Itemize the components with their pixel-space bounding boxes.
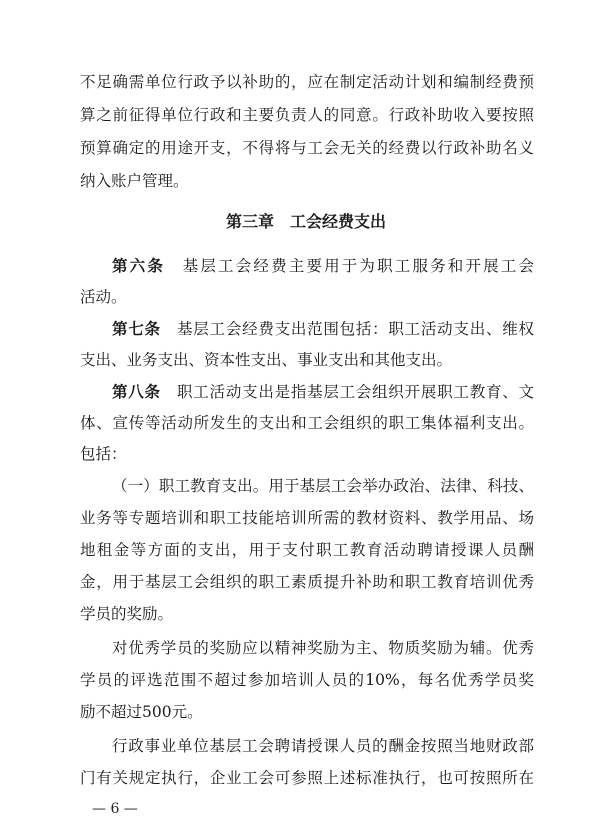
paragraph-line: 支出、业务支出、资本性支出、事业支出和其他支出。 — [80, 351, 453, 369]
paragraph-line: 学员的奖励。 — [80, 605, 174, 623]
paragraph-line: 活动。 — [80, 288, 127, 306]
paragraph-line: 不足确需单位行政予以补助的，应在制定活动计划和编制经费预 — [80, 73, 534, 91]
article-8-label: 第八条 — [112, 382, 161, 401]
article-7-text: 基层工会经费支出范围包括：职工活动支出、维权 — [160, 320, 534, 338]
paragraph-line: 对优秀学员的奖励应以精神奖励为主、物质奖励为辅。优秀 — [112, 639, 534, 657]
paragraph-line: 行政事业单位基层工会聘请授课人员的酬金按照当地财政部 — [112, 737, 534, 755]
chapter-heading: 第三章 工会经费支出 — [225, 212, 386, 231]
article-8-first-line — [112, 382, 534, 402]
paragraph-line: 包括： — [80, 445, 127, 463]
article-8-text: 职工活动支出是指基层工会组织开展职工教育、文 — [160, 383, 534, 401]
paragraph-line: 学员的评选范围不超过参加培训人员的10%，每名优秀学员奖 — [80, 671, 534, 689]
paragraph-line: （一）职工教育支出。用于基层工会举办政治、法律、科技、 — [112, 477, 534, 495]
paragraph-line: 励不超过500元。 — [80, 703, 203, 721]
paragraph-line: 预算确定的用途开支，不得将与工会无关的经费以行政补助名义 — [80, 139, 534, 157]
article-6-text: 基层工会经费主要用于为职工服务和开展工会 — [165, 257, 534, 275]
article-6-label: 第六条 — [112, 256, 166, 275]
paragraph-line: 算之前征得单位行政和主要负责人的同意。行政补助收入要按照 — [80, 106, 534, 124]
paragraph-line: 金，用于基层工会组织的职工素质提升补助和职工教育培训优秀 — [80, 573, 534, 591]
article-6-first-line — [112, 256, 534, 276]
article-7-first-line — [112, 319, 534, 339]
paragraph-line: 纳入账户管理。 — [80, 172, 189, 190]
paragraph-line: 门有关规定执行，企业工会可参照上述标准执行，也可按照所在 — [80, 769, 534, 787]
page-number: — 6 — — [92, 801, 138, 817]
paragraph-line: 业务等专题培训和职工技能培训所需的教材资料、教学用品、场 — [80, 509, 534, 527]
article-7-label: 第七条 — [112, 319, 161, 338]
paragraph-line: 地租金等方面的支出，用于支付职工教育活动聘请授课人员酬 — [80, 541, 534, 559]
paragraph-line: 体、宣传等活动所发生的支出和工会组织的职工集体福利支出。 — [80, 414, 534, 432]
